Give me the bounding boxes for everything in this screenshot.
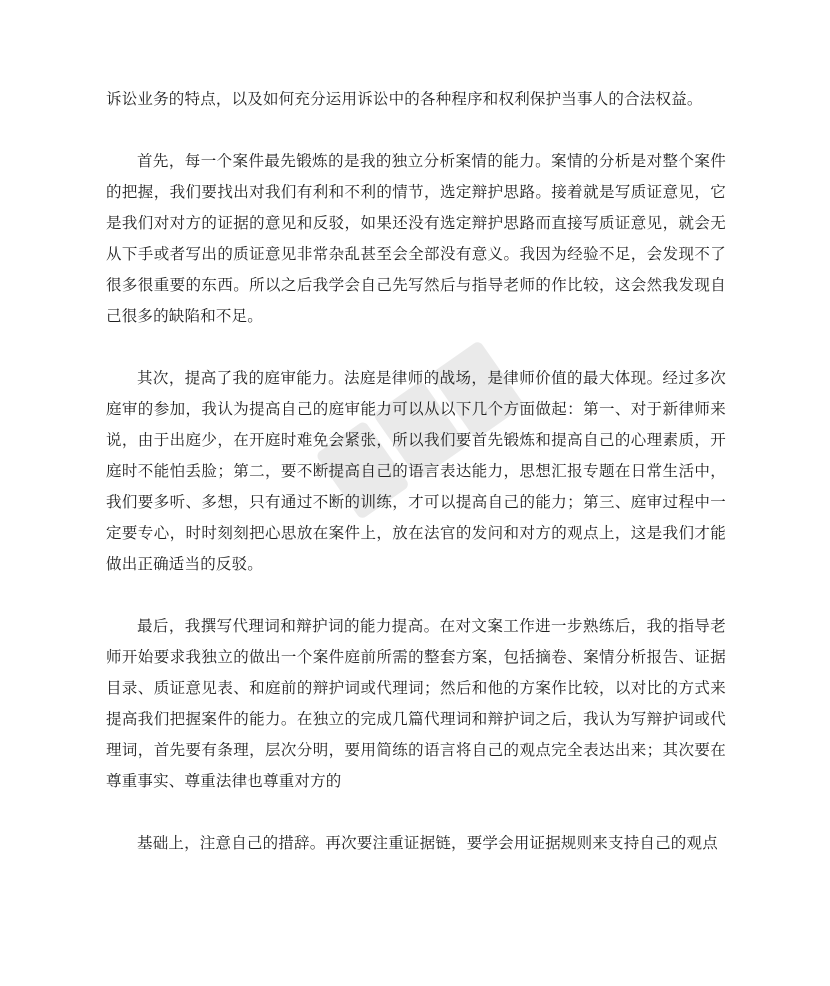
paragraph-third-point: 最后，我撰写代理词和辩护词的能力提高。在对文案工作进一步熟练后，我的指导老师开始要求我独立的做出一个案件庭前所需的整套方案，包括摘卷、案情分析报告、证据目录、质证意见表、和庭前的辩护词或代理词；然后和他的方案作比较，以对比的方式来提高我们把握案件的能力。在独立的完成几篇代理词和辩护词之后，我认为写辩护词或代理词，首先要有条理，层次分明，要用简练的语言将自己的观点完全表达出来；其次要在尊重事实、尊重法律也尊重对方的 (106, 617, 726, 790)
paragraph-gap (106, 332, 726, 363)
paragraph-continuation: 基础上，注意自己的措辞。再次要注重证据链，要学会用证据规则来支持自己的观点 (137, 834, 718, 852)
paragraph-gap (106, 580, 726, 611)
document-body (106, 84, 726, 859)
paragraph-second-point: 其次，提高了我的庭审能力。法庭是律师的战场，是律师价值的最大体现。经过多次庭审的参加，我认为提高自己的庭审能力可以从以下几个方面做起：第一、对于新律师来说，由于出庭少，在开庭时难免会紧张，所以我们要首先锻炼和提高自己的心理素质，开庭时不能怕丢脸；第二，要不断提高自己的语言表达能力，思想汇报专题在日常生活中，我们要多听、多想，只有通过不断的训练，才可以提高自己的能力；第三、庭审过程中一定要专心，时时刻刻把心思放在案件上，放在法官的发问和对方的观点上，这是我们才能做出正确适当的反驳。 (106, 369, 726, 573)
paragraph-first-point: 首先，每一个案件最先锻炼的是我的独立分析案情的能力。案情的分析是对整个案件的把握，我们要找出对我们有利和不利的情节，选定辩护思路。接着就是写质证意见，它是我们对对方的证据的意见和反驳，如果还没有选定辩护思路而直接写质证意见，就会无从下手或者写出的质证意见非常杂乱甚至会全部没有意义。我因为经验不足，会发现不了很多很重要的东西。所以之后我学会自己先写然后与指导老师的作比较，这会然我发现自己很多的缺陷和不足。 (106, 152, 726, 325)
paragraph-gap (106, 797, 726, 828)
paragraph-intro-continued: 诉讼业务的特点，以及如何充分运用诉讼中的各种程序和权利保护当事人的合法权益。 (106, 90, 703, 108)
paragraph-gap (106, 115, 726, 146)
